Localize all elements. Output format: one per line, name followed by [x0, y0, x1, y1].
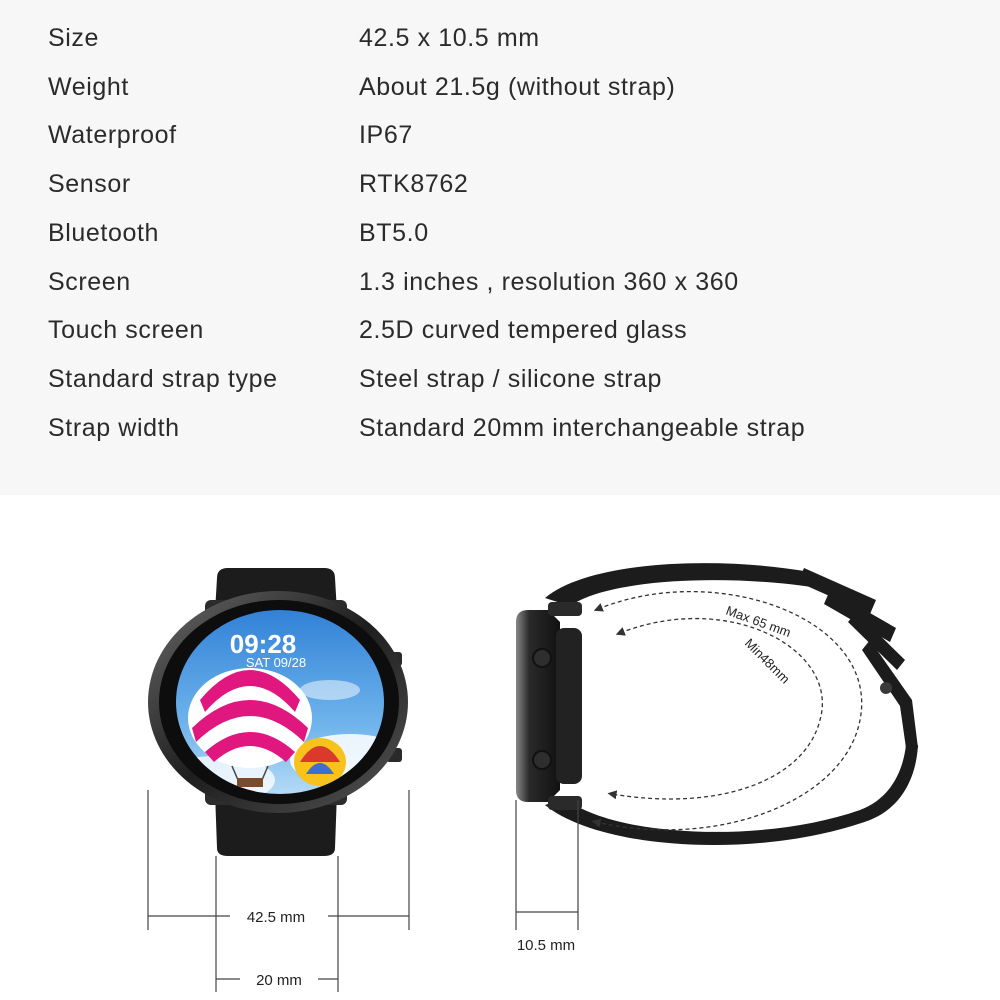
spec-label: Waterproof [48, 121, 177, 149]
side-case-back [556, 628, 582, 784]
side-strap-lower [545, 745, 918, 845]
side-view-watch [516, 563, 918, 845]
front-view-watch [148, 568, 410, 856]
case-width-label: 42.5 mm [246, 909, 306, 926]
spec-value: 2.5D curved tempered glass [359, 316, 688, 344]
spec-label: Touch screen [48, 316, 204, 344]
spec-value: 1.3 inches , resolution 360 x 360 [359, 268, 739, 296]
max-size-label: Max 65 mm [723, 602, 793, 641]
spec-value: Steel strap / silicone strap [359, 365, 663, 393]
spec-row-screen [0, 268, 1000, 308]
min-size-label: Min48mm [741, 635, 793, 687]
min-circumference-arc [612, 619, 822, 799]
spec-value: RTK8762 [359, 170, 469, 198]
side-button-top [533, 649, 551, 667]
spec-table [0, 0, 1000, 495]
spec-label: Standard strap type [48, 365, 278, 393]
spec-value: 42.5 x 10.5 mm [359, 24, 540, 52]
spec-row-waterproof [0, 121, 1000, 161]
strap-buckle [798, 568, 918, 748]
spec-value: IP67 [359, 121, 413, 149]
side-case [516, 610, 560, 802]
spec-row-size [0, 24, 1000, 64]
side-button-bottom [533, 751, 551, 769]
side-lug-bottom [548, 796, 582, 810]
strap-width-label: 20 mm [256, 972, 302, 989]
spec-row-bluetooth [0, 219, 1000, 259]
spec-row-weight [0, 73, 1000, 113]
spec-row-strap-width [0, 414, 1000, 454]
watch-dimension-diagram [0, 495, 1000, 1000]
side-lug-top [548, 602, 582, 616]
spec-label: Weight [48, 73, 129, 101]
spec-label: Sensor [48, 170, 131, 198]
spec-label: Strap width [48, 414, 180, 442]
side-strap-loop [545, 563, 818, 606]
side-dimensions [516, 800, 578, 930]
spec-label: Screen [48, 268, 131, 296]
spec-value: Standard 20mm interchangeable strap [359, 414, 806, 442]
spec-value: About 21.5g (without strap) [359, 73, 676, 101]
spec-row-strap-type [0, 365, 1000, 405]
spec-value: BT5.0 [359, 219, 429, 247]
watch-time: 09:28 [229, 629, 297, 659]
strap-size-arcs [596, 592, 862, 830]
spec-row-touch-screen [0, 316, 1000, 356]
spec-label: Bluetooth [48, 219, 160, 247]
thickness-label: 10.5 mm [516, 937, 576, 954]
spec-row-sensor [0, 170, 1000, 210]
spec-label: Size [48, 24, 100, 52]
watch-date: SAT 09/28 [245, 655, 307, 670]
